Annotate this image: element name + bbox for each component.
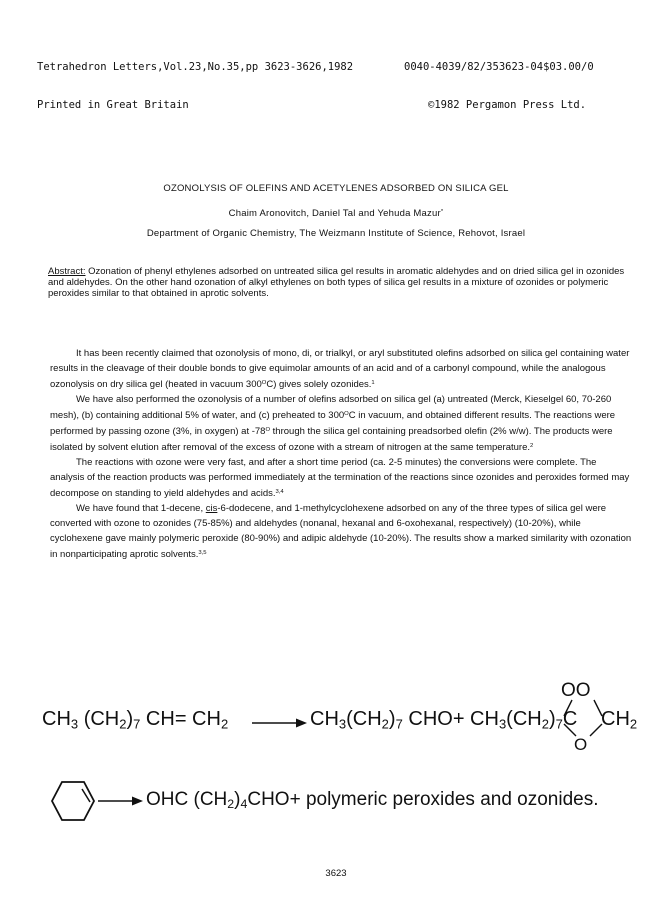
abstract-text: Ozonation of phenyl ethylenes adsorbed on untreated silica gel results in aromatic aldehydes and on dried silica gel in ozonides and aldehydes. On the other hand ozonation of alkyl ethylenes on both types of silica gel results in a mixture of ozonides or polymeric peroxides similar to that obtained in aprotic solvents. <box>48 266 625 299</box>
eq1-ch2: (CH <box>83 708 120 730</box>
abstract-label: Abstract: <box>48 266 86 277</box>
eq1-sub: 2 <box>629 716 638 732</box>
degree-mark: O <box>265 426 271 433</box>
paragraph-2-text-b: C in vacuum, and obtained different results. The reactions were performed by passing ozone (3%, in oxygen) at -78 <box>50 409 616 437</box>
paragraph-1-text: It has been recently claimed that ozonolysis of mono, di, or trialkyl, or aryl substituted olefins adsorbed on silica gel containing water results in the cleavage of their double bonds to give equimolar amounts of an acid and of a carbonyl compound, while the analogous ozonolysis on dry silica gel (heated in vacuum 300 <box>50 348 630 390</box>
eq1-ch: CH <box>310 708 339 730</box>
eq1-sub: 2 <box>220 716 229 732</box>
eq2-products-text: CHO+ polymeric peroxides and ozonides. <box>247 789 599 810</box>
eq1-sub: 2 <box>381 716 389 732</box>
paragraph-1 <box>50 346 632 392</box>
cis-prefix: cis <box>205 502 218 514</box>
reference-1: 1 <box>371 380 375 386</box>
author-line <box>0 208 672 219</box>
eq1-carbon: C <box>562 708 578 730</box>
eq1-ch: CH <box>601 708 630 730</box>
eq1-ch2: (CH <box>506 708 542 730</box>
degree-mark: O <box>261 380 267 386</box>
ozonide-ring-bottom-oxygen: O <box>574 735 588 754</box>
eq1-sub: 7 <box>133 716 141 732</box>
eq1-ch2: (CH <box>346 708 382 730</box>
paragraph-3 <box>50 455 632 501</box>
eq2-paren: ) <box>234 789 241 810</box>
paragraph-3-text: The reactions with ozone were very fast, and after a short time period (ca. 2-5 minutes) the conversions were complete. The analysis of the reaction products was performed immediately at the termination of the reactions since ozonides and peroxides formed may decompose on standing to yield aldehydes and acids. <box>50 456 630 499</box>
copyright-line: ©1982 Pergamon Press Ltd. <box>428 98 587 111</box>
eq1-paren: ) <box>548 708 556 730</box>
eq1-paren: ) <box>126 708 134 730</box>
paragraph-4 <box>50 501 632 562</box>
reference-2: 2 <box>530 442 534 449</box>
paragraph-4-text-a: We have found that 1-decene, <box>76 502 206 514</box>
eq1-vinyl: CH= CH <box>140 708 221 730</box>
paragraph-2-text-c: through the silica gel containing preadsorbed olefin (2% w/w). The products were isolated by solvent elution after removal of the excess of ozone with a stream of nitrogen at the same temperature. <box>50 425 613 453</box>
products-nonanal-ozonide <box>310 708 577 731</box>
eq1-sub: 3 <box>338 716 347 732</box>
ozonide-ring-top-oxygens: OO <box>561 680 591 701</box>
page-number: 3623 <box>325 868 347 879</box>
eq1-sub: 2 <box>541 716 549 732</box>
reactant-decene <box>42 708 228 731</box>
eq2-sub: 2 <box>227 797 235 812</box>
affiliation: Department of Organic Chemistry, The Weizmann Institute of Science, Rehovot, Israel <box>146 228 526 239</box>
eq2-ohc: OHC (CH <box>146 789 228 810</box>
body-text <box>50 346 632 562</box>
article-title: OZONOLYSIS OF OLEFINS AND ACETYLENES ADSORBED ON SILICA GEL <box>163 183 509 194</box>
eq1-sub: 3 <box>498 716 507 732</box>
eq1-sub: 3 <box>70 716 79 732</box>
reference-3-5: 3,5 <box>198 549 207 556</box>
eq1-sub: 2 <box>119 716 127 732</box>
printed-in-line: Printed in Great Britain <box>37 98 189 111</box>
paragraph-4-text-b: -6-dodecene, and 1-methylcyclohexene adsorbed on any of the three types of silica gel were converted with ozone to ozonides (75-85%) and aldehydes (nonanal, hexanal and 6-oxohexanal, respectively) (10-20%), while cyclohexene gave mainly polymeric peroxide (80-90%) and adipic aldehyde (10-20%). The results show a marked similarity with ozonation in nonparticipating aprotic solvents. <box>50 502 632 560</box>
degree-mark: O <box>344 410 349 417</box>
journal-citation <box>37 36 353 124</box>
paragraph-2-text-a: We have also performed the ozonolysis of a number of olefins adsorbed on silica gel (a) untreated (Merck, Kieselgel 60, 70-260 mesh), (b) containing additional 5% of water, and (c) preheated to 300 <box>50 393 612 421</box>
reference-3-4: 3,4 <box>275 488 284 495</box>
eq1-paren: ) <box>388 708 396 730</box>
abstract <box>48 266 634 299</box>
eq1-ch: CH <box>42 708 71 730</box>
corresponding-author-mark: * <box>440 209 444 216</box>
eq1-cho: CHO+ CH <box>402 708 499 730</box>
eq2-sub: 4 <box>240 797 248 812</box>
journal-citation-line: Tetrahedron Letters,Vol.23,No.35,pp 3623-3626,1982 <box>37 61 354 73</box>
journal-code <box>404 36 594 124</box>
eq1-sub: 7 <box>555 716 563 732</box>
paragraph-1-tail: C) gives solely ozonides. <box>266 378 372 390</box>
paragraph-2 <box>50 392 632 455</box>
eq1-sub: 7 <box>395 716 403 732</box>
ozonide-ring-ch2 <box>601 708 637 731</box>
reaction-arrow-icon <box>250 717 308 729</box>
products-adipic-aldehyde <box>146 789 599 811</box>
issn-line: 0040-4039/82/353623-04$03.00/0 <box>404 61 594 73</box>
authors: Chaim Aronovitch, Daniel Tal and Yehuda Mazur <box>228 208 441 219</box>
cyclohexene-ring-icon <box>40 777 144 825</box>
